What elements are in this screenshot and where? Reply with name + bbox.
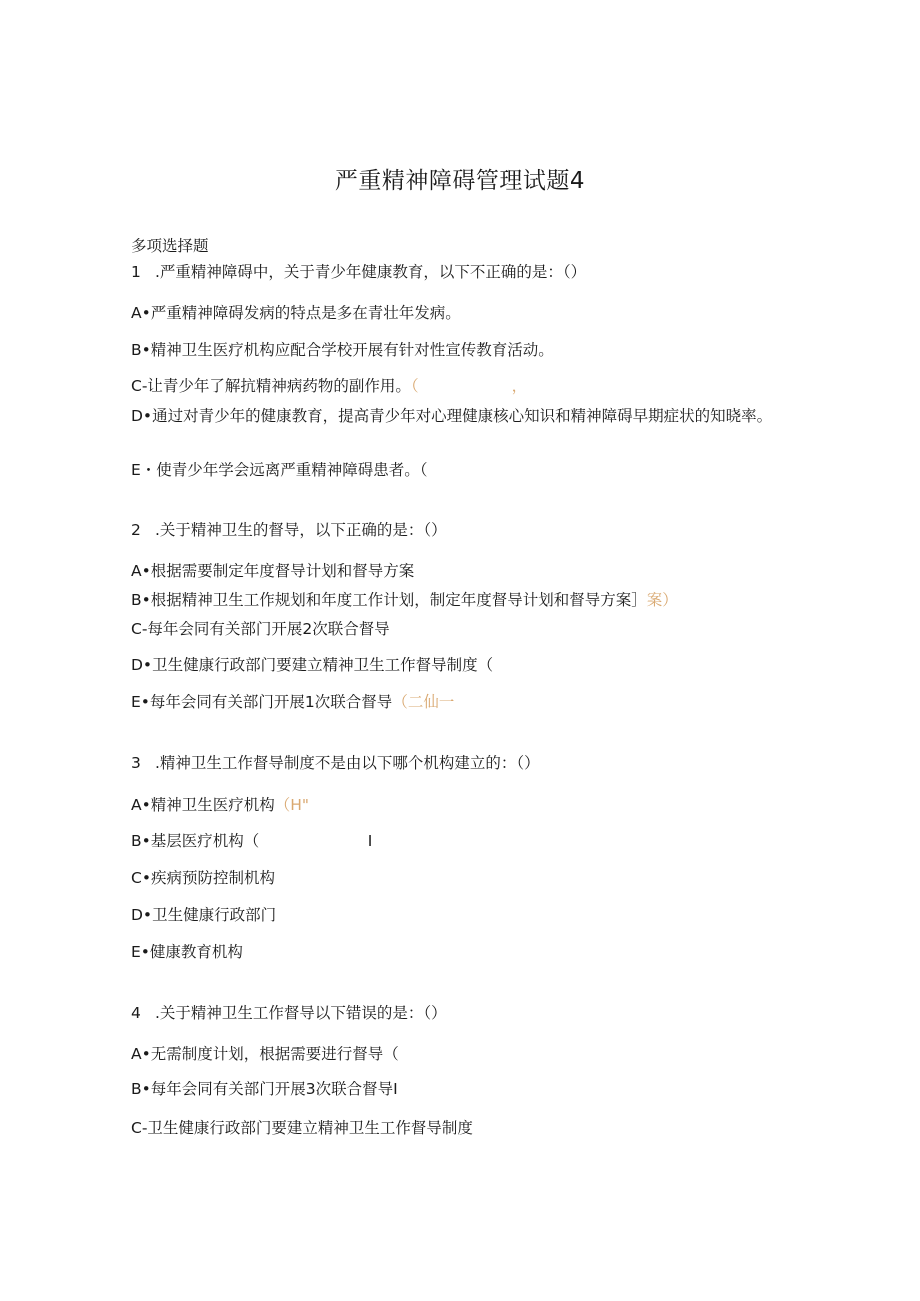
option-2a: A•根据需要制定年度督导计划和督导方案 — [131, 562, 415, 580]
option-4c: C-卫生健康行政部门要建立精神卫生工作督导制度 — [131, 1119, 473, 1137]
option-2e: E•每年会同有关部门开展1次联合督导（二仙一 — [131, 693, 455, 711]
option-3b: B•基层医疗机构（ I — [131, 832, 373, 850]
option-1d: D•通过对青少年的健康教育，提高青少年对心理健康核心知识和精神障碍早期症状的知晓率。 — [131, 407, 773, 425]
question-1 — [131, 262, 586, 282]
option-3a: A•精神卫生医疗机构（H" — [131, 796, 310, 814]
option-2d: D•卫生健康行政部门要建立精神卫生工作督导制度（ — [131, 656, 494, 674]
option-1a: A•严重精神障碍发病的特点是多在青壮年发病。 — [131, 304, 461, 322]
question-text: .精神卫生工作督导制度不是由以下哪个机构建立的：（） — [155, 754, 540, 772]
option-3d: D•卫生健康行政部门 — [131, 906, 277, 924]
question-number: 3 — [131, 754, 141, 772]
option-1b: B•精神卫生医疗机构应配合学校开展有针对性宣传教育活动。 — [131, 341, 554, 359]
question-2 — [131, 520, 447, 540]
option-2c: C-每年会同有关部门开展2次联合督导 — [131, 620, 390, 638]
option-4b: B•每年会同有关部门开展3次联合督导I — [131, 1080, 398, 1098]
option-1e: E・使青少年学会远离严重精神障碍患者。（ — [131, 461, 428, 479]
question-4 — [131, 1003, 447, 1023]
option-3c: C•疾病预防控制机构 — [131, 869, 275, 887]
question-text: .关于精神卫生工作督导以下错误的是：（） — [155, 1004, 447, 1022]
option-4a: A•无需制度计划，根据需要进行督导（ — [131, 1045, 399, 1063]
option-2b: B•根据精神卫生工作规划和年度工作计划，制定年度督导计划和督导方案］案） — [131, 591, 678, 609]
question-number: 1 — [131, 263, 141, 281]
question-3 — [131, 753, 540, 773]
page-title: 严重精神障碍管理试题4 — [334, 168, 586, 194]
section-heading: 多项选择题 — [131, 237, 209, 255]
option-1c: C-让青少年了解抗精神病药物的副作用。（ ， — [131, 377, 528, 395]
question-number: 2 — [131, 521, 141, 539]
question-text: .严重精神障碍中，关于青少年健康教育，以下不正确的是：（） — [155, 263, 587, 281]
question-number: 4 — [131, 1004, 141, 1022]
question-text: .关于精神卫生的督导，以下正确的是：（） — [155, 521, 447, 539]
option-3e: E•健康教育机构 — [131, 943, 243, 961]
